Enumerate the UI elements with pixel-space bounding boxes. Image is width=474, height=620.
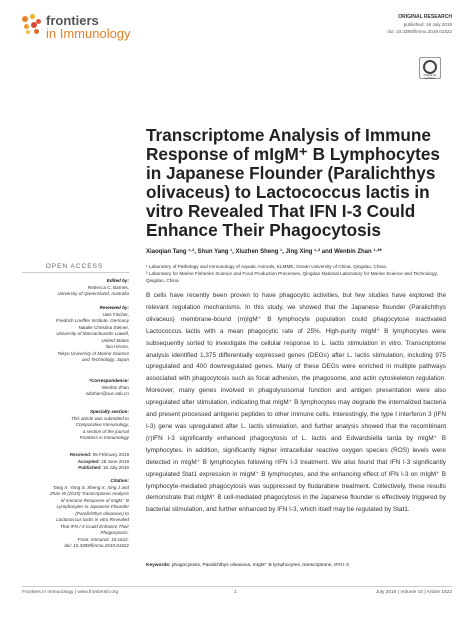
keywords	[146, 563, 446, 568]
citation-heading: Citation:	[110, 478, 129, 483]
citation-line: Tang X, Yang S, Sheng X, Xing J and	[52, 484, 129, 490]
citation-line: (Paralichthys olivaceus) to	[75, 510, 129, 516]
published-date-side: Published: 16 July 2019	[78, 465, 129, 470]
specialty-section	[22, 409, 129, 442]
logo-line-1: frontiers	[46, 13, 99, 28]
reviewed-by-section	[22, 305, 129, 364]
reviewed-by-heading: Reviewed by:	[99, 305, 129, 310]
citation-line: of Immune Response of mIgM⁺ B	[60, 497, 129, 503]
published-date: published: 16 July 2019	[403, 22, 452, 27]
affiliation-1: ¹ Laboratory of Pathology and Immunology of Aquatic Animals, KLMME, Ocean University of China, Qingdao, China,	[146, 264, 388, 269]
footer-journal[interactable]: Frontiers in Immunology | www.frontiersin.org	[22, 590, 119, 595]
specialty-heading: Specialty section:	[89, 409, 129, 414]
reviewer-line: and Technology, Japan	[82, 357, 129, 362]
received-date: Received: 05 February 2019	[69, 452, 129, 457]
edited-by-heading: Edited by:	[106, 278, 129, 283]
check-for-updates-badge[interactable]	[419, 57, 441, 79]
reviewer-line: Iluo Hirono,	[105, 344, 129, 349]
reviewer-line: United States	[101, 337, 129, 343]
article-type: ORIGINAL RESEARCH	[398, 14, 452, 20]
keywords-text: phagocytosis, Paralichthys olivaceus, mIgM⁺ B lymphocytes, transcriptome, IFN I-3	[171, 563, 349, 568]
reviewer-line: Uwe Fischer,	[102, 311, 129, 317]
edited-by-section	[22, 278, 129, 298]
reviewer-line: Tokyo University of Marine Science	[57, 350, 129, 356]
journal-logo	[22, 14, 131, 40]
citation-line: Front. Immunol. 10:1622.	[77, 536, 129, 542]
editor-affiliation: University of Queensland, Australia	[57, 291, 129, 296]
footer-divider	[22, 586, 452, 587]
affiliations	[146, 263, 446, 284]
reviewer-line: Natalie Christina Steiner,	[78, 324, 129, 330]
specialty-line: a section of the journal	[82, 428, 129, 434]
reviewer-line: University of Massachusetts Lowell,	[56, 331, 129, 336]
footer-page-number: 1	[234, 590, 237, 595]
sidebar-divider	[22, 272, 129, 273]
citation-line: Lactococcus lactis in vitro Revealed	[56, 517, 129, 522]
correspondent-name: Wenbin Zhan	[101, 384, 129, 390]
editor-name: Rebecca C. Barnes,	[87, 284, 129, 290]
dates-section	[22, 452, 129, 472]
citation-section	[22, 478, 129, 550]
citation-line: Zhan W (2019) Transcriptome Analysis	[49, 491, 129, 496]
citation-line: Phagocytosis.	[100, 530, 129, 535]
keywords-label: Keywords:	[146, 563, 171, 568]
citation-line: That IFN I-3 Could Enhance Their	[60, 523, 129, 529]
specialty-line: Comparative Immunology,	[75, 422, 129, 427]
reviewer-line: Friedrich Loeffler Institute, Germany	[55, 318, 129, 323]
specialty-line: Frontiers in Immunology	[79, 435, 129, 440]
article-meta	[387, 14, 452, 35]
citation-line: Lymphocytes in Japanese Flounder	[56, 504, 129, 509]
correspondence-heading: *Correspondence:	[89, 378, 129, 383]
frontiers-dots-icon	[22, 14, 42, 36]
author-list: Xiaoqian Tang ¹·², Shun Yang ¹, Xiuzhen Sheng ¹, Jing Xing ¹·² and Wenbin Zhan ¹·²*	[146, 249, 382, 255]
correspondent-email[interactable]: wbzhan@ouc.edu.cn	[86, 391, 129, 396]
abstract-text: B cells have recently been proven to have phagocytic activities, but few studies have explored the relevant regulation mechanisms. In this study, we showed that the Japanese flounder (Paralichthys olivaceus) membrane-bound (m)IgM⁺ B lymphocyte population could phagocytose inactivated Lactococcus lactis with a mean phagocytic rate of 25%. High-purity mIgM⁺ B lymphocytes were subsequently sorted to investigate the cellular response to L. lactis stimulation in vitro. Transcriptome analysis identified 1,375 differentially expressed genes (DEGs) after L. lactis stimulation, including 975 upregulated and 400 downregulated genes. Many of these DEGs were enriched in multiple pathways associated with phagocytosis such as focal adhesion, the phagosome, and actin cytoskeleton regulation. Moreover, many genes involved in phagolysosomal function and antigen presentation were also upregulated after stimulation, indicating that mIgM⁺ B lymphocytes may degrade the internalized bacteria and present processed antigenic peptides to other immune cells. Interestingly, the type I interferon 3 (IFN I-3) gene was upregulated after L. lactis stimulation, and further analysis showed that the recombinant (r)IFN I-3 significantly enhanced phagocytosis of L. lactis and Edwardsiella tarda by mIgM⁺ B lymphocytes. In addition, significantly higher intracellular reactive oxygen species (ROS) levels were detected in mIgM⁺ B lymphocytes following rIFN I-3 treatment. We also found that IFN I-3 significantly upregulated Stat1 expression in mIgM⁺ B lymphocytes, and the enhancing effect of IFN I-3 on mIgM⁺ B lymphocyte-mediated phagocytosis was suppressed by fludarabine treatment. Collectively, these results demonstrate that mIgM⁺ B cell-mediated phagocytosis in the Japanese flounder is effectively triggered by bacterial stimulation, and further enhanced by IFN I-3, which itself may be regulated by Stat1.	[146, 292, 446, 514]
citation-doi[interactable]: doi: 10.3389/fimmu.2019.01622	[64, 543, 129, 548]
open-access-label: OPEN ACCESS	[45, 263, 104, 270]
accepted-date: Accepted: 28 June 2019	[77, 458, 129, 464]
logo-line-2: in Immunology	[46, 26, 131, 41]
footer-issue: July 2019 | Volume 10 | Article 1622	[375, 590, 452, 595]
check-updates-label: Check for updates	[423, 73, 437, 80]
specialty-line: This article was submitted to	[71, 415, 129, 421]
affiliation-2: ² Laboratory for Marine Fisheries Science and Food Production Processes, Qingdao National Laboratory for Marine Science and Technology, Qingdao, China	[146, 271, 438, 283]
article-title: Transcriptome Analysis of Immune Response of mIgM⁺ B Lymphocytes in Japanese Flounder (Paralichthys olivaceus) to Lactococcus lactis in vitro Revealed That IFN I-3 Could Enhance Their Phagocytosis	[146, 125, 440, 240]
doi-link[interactable]: doi: 10.3389/fimmu.2019.01622	[387, 29, 452, 34]
correspondence-section	[22, 378, 129, 398]
check-updates-icon	[423, 60, 437, 74]
